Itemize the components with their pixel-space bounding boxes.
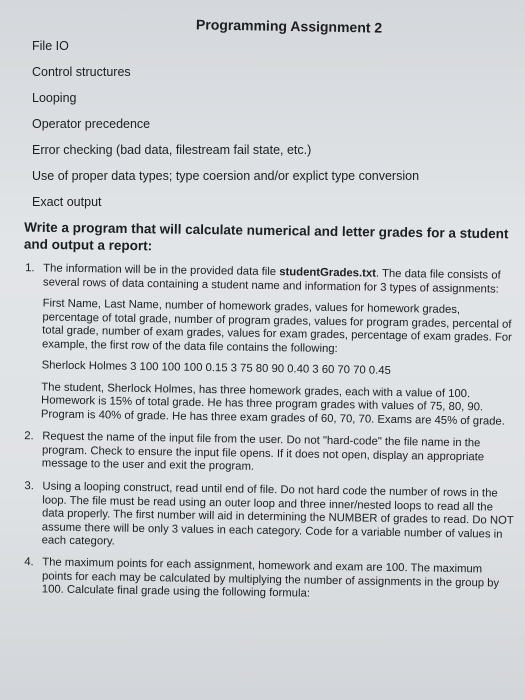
instruction-item-2 [24,430,515,478]
task-heading: Write a program that will calculate numerical and letter grades for a student and output a report: [23,219,509,254]
item-number: 3. [24,479,34,492]
topic-list [32,38,419,220]
item-paragraph [43,262,515,296]
instruction-item-1 [23,262,515,429]
item-paragraph: Request the name of the input file from the user. Do not "hard-code" the file name in the program. Check to ensure the input file opens. If it does not open, display an appropriate message to the user and exit the program. [41,430,485,473]
item-text: . The data file consists of several rows of data containing a student name and information for 3 types of assignments: [42,267,501,296]
instruction-item-4 [24,556,515,604]
item-paragraph: The student, Sherlock Holmes, has three homework grades, each with a value of 100. Homework is 15% of total grade. He has three program grades with values of 75, 80, 90. Program is 40% of grade. He has three exam grades of 60, 70, 70. Exams are 45% of grade. [40,380,505,428]
topic-item: Control structures [32,65,131,79]
data-file-name: studentGrades.txt [279,266,377,280]
instruction-item-3 [24,480,515,555]
item-number: 2. [24,430,34,443]
item-paragraph: Using a looping construct, read until end of file. Do not hard code the number of rows in the loop. The file must be read using an outer loop and three inner/nested loops to read all the data properly. The first number will aid in determining the NUMBER of grades to read. Do NOT assume there will be only 3 values in each category. Code for a variable number of values in each category. [41,479,514,548]
instruction-list [24,262,514,610]
sample-data-row: Sherlock Holmes 3 100 100 100 0.15 3 75 80 90 0.40 3 60 70 70 0.45 [41,359,391,377]
topic-item: Looping [32,91,77,105]
item-number: 1. [25,262,35,275]
topic-item: Error checking (bad data, filestream fail state, etc.) [32,143,312,157]
topic-item: Operator precedence [32,117,151,131]
page-title: Programming Assignment 2 [195,16,383,36]
topic-item: Exact output [32,195,102,209]
item-text: The information will be in the provided data file [43,262,280,279]
item-paragraph: First Name, Last Name, number of homework grades, values for homework grades, percentage of total grade, number of program grades, values for program grades, percental of total grade, number of exam grades, values for exam grades, percentage of exam grades. For example, the first row of the data file contains the following: [41,297,512,355]
topic-item: Use of proper data types; type coersion and/or explict type conversion [32,169,420,183]
topic-item: File IO [32,39,69,53]
item-paragraph: The maximum points for each assignment, homework and exam are 100. The maximum points for each may be calculated by multiplying the number of assignments in the group by 100. Calculate final grade using the following formula: [41,556,500,600]
item-number: 4. [24,556,34,569]
